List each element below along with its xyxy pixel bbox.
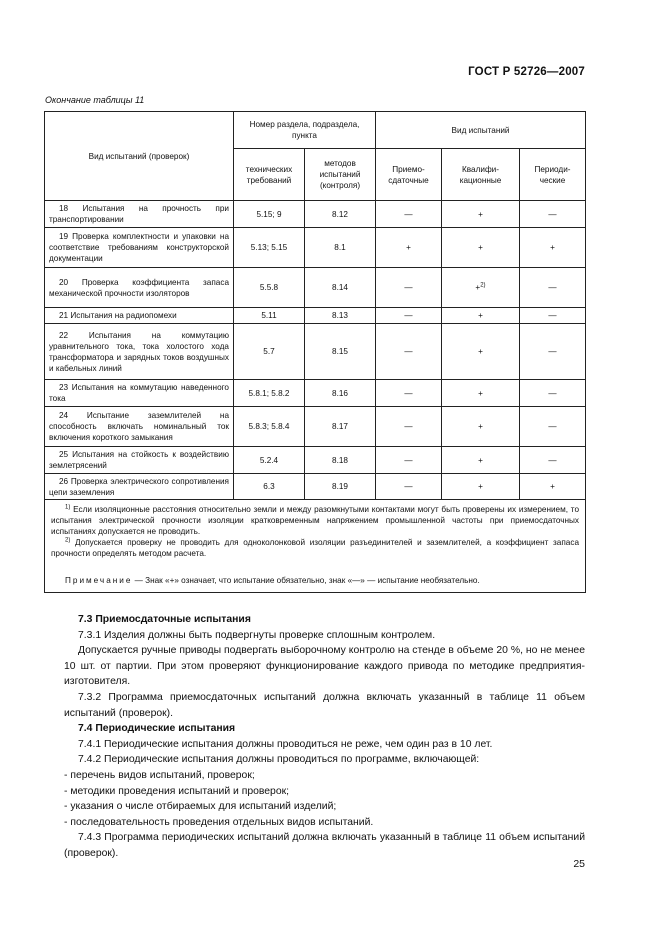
table-row [45, 268, 586, 308]
qualification-cell: + [442, 447, 520, 474]
header-qualification: Квалифи-кационные [442, 149, 520, 201]
acceptance-cell: — [376, 447, 442, 474]
acceptance-cell: — [376, 308, 442, 324]
list-item: - перечень видов испытаний, проверок; [64, 769, 255, 781]
tech-req-cell: 5.11 [234, 308, 305, 324]
test-name-cell: 19 Проверка комплектности и упаковки на соответствие требованиям конструкторской документации [45, 228, 234, 268]
list-item: - указания о числе отбираемых для испытаний изделий; [64, 801, 337, 813]
section-heading: 7.4 Периодические испытания [78, 723, 236, 735]
footnote-1: $^{1)}$ Если изоляционные расстояния относительно земли и между разомкнутыми контактами могут быть проверены их измерением, то испытания электрической прочности изоляции кратковременным напряжением промышленной частоты при приемосдаточных испытаниях допускается не проводить. [51, 504, 580, 536]
acceptance-cell: — [376, 407, 442, 447]
acceptance-cell: — [376, 380, 442, 407]
periodic-cell: + [520, 228, 586, 268]
qualification-cell: + [442, 380, 520, 407]
acceptance-cell: — [376, 324, 442, 380]
tech-req-cell: 5.2.4 [234, 447, 305, 474]
table-row [45, 474, 586, 500]
paragraph: 7.3.2 Программа приемосдаточных испытаний должна включать указанный в таблице 11 объем испытаний (проверок). [64, 691, 585, 719]
header-acceptance: Приемо-сдаточные [376, 149, 442, 201]
body-text [64, 612, 585, 862]
table-row [45, 380, 586, 407]
qualification-cell: + [442, 324, 520, 380]
acceptance-cell: + [376, 228, 442, 268]
test-name-cell: 22 Испытания на коммутацию уравнительного тока, тока холостого хода трансформатора и зарядных токов воздушных и кабельных линий [45, 324, 234, 380]
paragraph: 7.4.2 Периодические испытания должны проводиться по программе, включающей: [78, 754, 480, 766]
tech-req-cell: 6.3 [234, 474, 305, 500]
test-name-cell: 26 Проверка электрического сопротивления цепи заземления [45, 474, 234, 500]
table-row [45, 228, 586, 268]
table-row [45, 308, 586, 324]
footnotes-row [45, 500, 586, 593]
acceptance-cell: — [376, 474, 442, 500]
header-periodic: Периоди-ческие [520, 149, 586, 201]
test-name-cell: 20 Проверка коэффициента запаса механической прочности изоляторов [45, 268, 234, 308]
table-footnotes [45, 500, 586, 593]
paragraph: 7.4.1 Периодические испытания должны проводиться не реже, чем один раз в 10 лет. [78, 738, 493, 750]
qualification-cell: + [442, 407, 520, 447]
test-method-cell: 8.14 [305, 268, 376, 308]
periodic-cell: — [520, 324, 586, 380]
tech-req-cell: 5.15; 9 [234, 201, 305, 228]
header-section-group: Номер раздела, подраздела, пункта [234, 112, 376, 149]
acceptance-cell: — [376, 268, 442, 308]
qualification-cell: + [442, 474, 520, 500]
qualification-cell: +$^{2)}$ [442, 268, 520, 308]
periodic-cell: — [520, 201, 586, 228]
test-method-cell: 8.18 [305, 447, 376, 474]
paragraph: 7.3.1 Изделия должны быть подвергнуты проверке сплошным контролем. [78, 629, 436, 641]
periodic-cell: — [520, 447, 586, 474]
test-name-cell: 24 Испытание заземлителей на способность включать номинальный ток включения короткого замыкания [45, 407, 234, 447]
test-name-cell: 23 Испытания на коммутацию наведенного тока [45, 380, 234, 407]
section-heading: 7.3 Приемосдаточные испытания [78, 614, 251, 625]
table-row [45, 447, 586, 474]
test-method-cell: 8.19 [305, 474, 376, 500]
tech-req-cell: 5.7 [234, 324, 305, 380]
periodic-cell: — [520, 308, 586, 324]
test-method-cell: 8.12 [305, 201, 376, 228]
tech-req-cell: 5.13; 5.15 [234, 228, 305, 268]
table-row [45, 201, 586, 228]
page-number: 25 [573, 858, 585, 870]
periodic-cell: — [520, 407, 586, 447]
tech-req-cell: 5.5.8 [234, 268, 305, 308]
test-method-cell: 8.1 [305, 228, 376, 268]
paragraph: 7.4.3 Программа периодических испытаний должна включать указанный в таблице 11 объем испытаний (проверок). [64, 832, 585, 859]
footnote-2: $^{2)}$ Допускается проверку не проводить для одноколонковой изоляции разъединителей и заземлителей, а коэффициент запаса прочности определять методом расчета. [51, 537, 579, 558]
tech-req-cell: 5.8.3; 5.8.4 [234, 407, 305, 447]
table-row [45, 407, 586, 447]
qualification-cell: + [442, 308, 520, 324]
periodic-cell: — [520, 380, 586, 407]
table-row [45, 324, 586, 380]
test-method-cell: 8.13 [305, 308, 376, 324]
list-item: - последовательность проведения отдельных видов испытаний. [64, 816, 374, 828]
qualification-cell: + [442, 228, 520, 268]
periodic-cell: — [520, 268, 586, 308]
test-name-cell: 25 Испытания на стойкость к воздействию землетрясений [45, 447, 234, 474]
table-caption: Окончание таблицы 11 [45, 95, 145, 105]
header-test-type: Вид испытаний (проверок) [45, 112, 234, 201]
qualification-cell: + [442, 201, 520, 228]
test-name-cell: 18 Испытания на прочность при транспортировании [45, 201, 234, 228]
acceptance-cell: — [376, 201, 442, 228]
test-method-cell: 8.16 [305, 380, 376, 407]
header-test-methods: методов испытаний (контроля) [305, 149, 376, 201]
test-method-cell: 8.17 [305, 407, 376, 447]
header-tech-req: технических требований [234, 149, 305, 201]
test-method-cell: 8.15 [305, 324, 376, 380]
table-header-row [45, 112, 586, 149]
list-item: - методики проведения испытаний и проверок; [64, 785, 290, 797]
document-header: ГОСТ Р 52726—2007 [468, 66, 585, 78]
table-11 [44, 111, 586, 593]
tech-req-cell: 5.8.1; 5.8.2 [234, 380, 305, 407]
periodic-cell: + [520, 474, 586, 500]
test-name-cell: 21 Испытания на радиопомехи [45, 308, 234, 324]
header-test-kind-group: Вид испытаний [376, 112, 586, 149]
paragraph: Допускается ручные приводы подвергать выборочному контролю на стенде в объеме 20 %, но не менее 10 шт. от партии. При этом проверяют функционирование каждого привода по методике предприятия-изготовителя. [64, 645, 585, 688]
table-note: Примечание — Знак «+» означает, что испытание обязательно, знак «—» — испытание необязательно. [65, 576, 480, 585]
